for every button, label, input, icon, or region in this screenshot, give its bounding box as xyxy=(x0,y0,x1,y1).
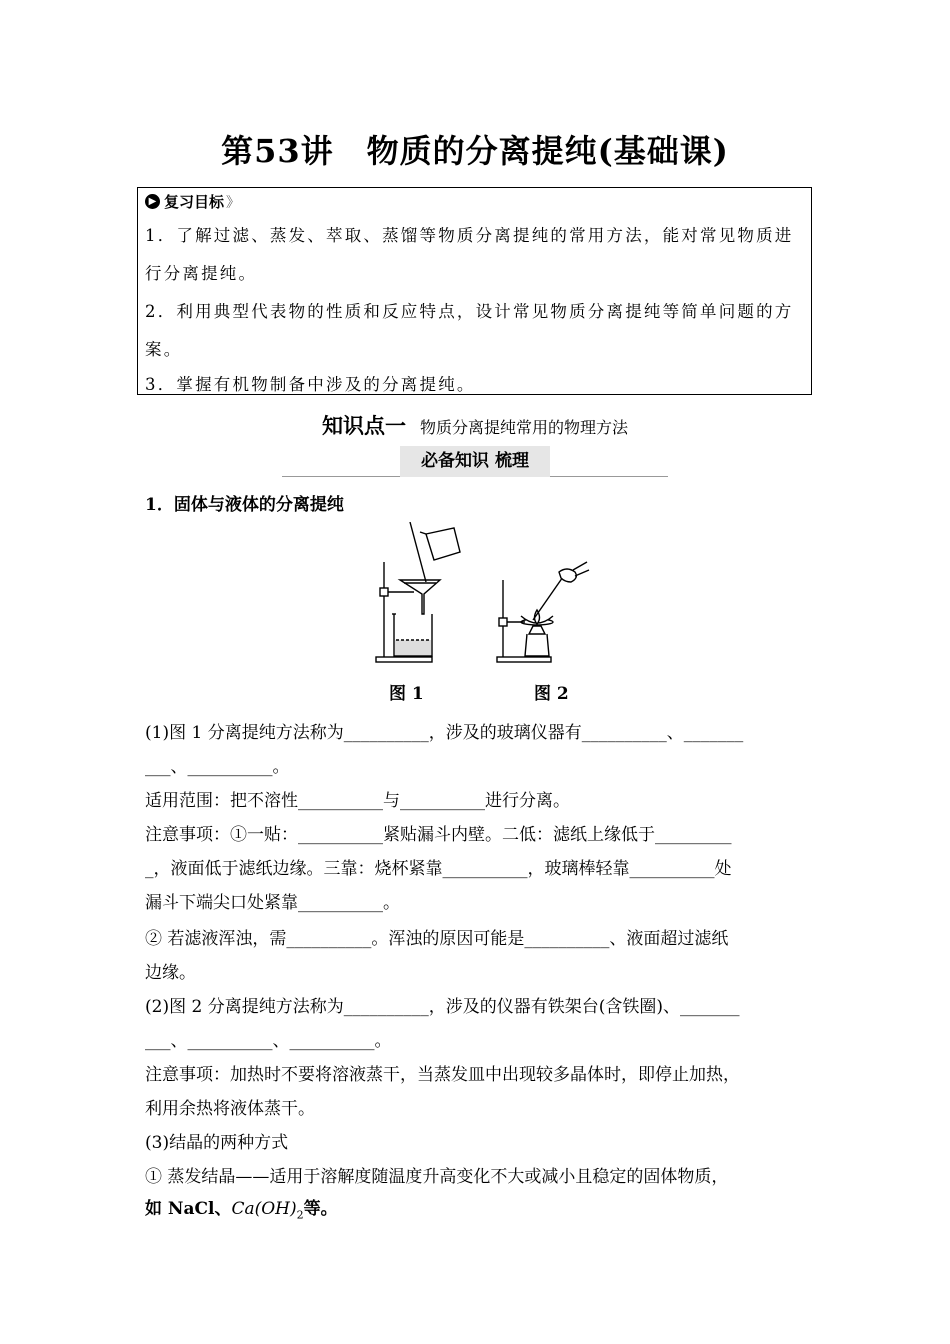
body-line: 边缘。 xyxy=(145,963,196,983)
review-goals-label: 复习目标 xyxy=(164,193,225,211)
body-line: (3)结晶的两种方式 xyxy=(145,1133,289,1153)
figure-1-caption: 图 1 xyxy=(389,684,424,704)
body-line-formula xyxy=(145,1194,338,1221)
goal-line: 3．掌握有机物制备中涉及的分离提纯。 xyxy=(145,375,476,394)
filtration-apparatus xyxy=(376,522,460,662)
body-line: 注意事项：加热时不要将溶液蒸干，当蒸发皿中出现较多晶体时，即停止加热， xyxy=(145,1065,740,1085)
review-goals-header xyxy=(145,191,240,212)
double-chevron-icon: 》 xyxy=(226,194,241,211)
body-line: _，液面低于滤纸边缘。三靠：烧杯紧靠__________，玻璃棒轻靠__________处 xyxy=(145,859,732,879)
body-line: 利用余热将液体蒸干。 xyxy=(145,1099,315,1119)
knowledge-point-heading xyxy=(0,410,950,440)
figure-2-caption: 图 2 xyxy=(534,684,569,704)
body-line: 适用范围：把不溶性__________与__________进行分离。 xyxy=(145,791,570,811)
body-line: ___、__________、__________。 xyxy=(145,1031,392,1051)
body-line: ② 若滤液浑浊，需__________。浑浊的原因可能是__________、液面超过滤纸 xyxy=(145,929,729,949)
body-line: ① 蒸发结晶——适用于溶解度随温度升高变化不大或减小且稳定的固体物质， xyxy=(145,1167,729,1187)
goal-line: 2．利用典型代表物的性质和反应特点，设计常见物质分离提纯等简单问题的方 xyxy=(145,302,794,321)
body-line: ___、__________。 xyxy=(145,757,290,777)
goal-line: 行分离提纯。 xyxy=(145,264,258,283)
knowledge-point-title: 物质分离提纯常用的物理方法 xyxy=(419,418,628,437)
goal-line: 1．了解过滤、蒸发、萃取、蒸馏等物质分离提纯的常用方法，能对常见物质进 xyxy=(145,226,794,245)
body-line: (2)图 2 分离提纯方法称为__________，涉及的仪器有铁架台(含铁圈)、_______ xyxy=(145,997,740,1017)
chemical-formula: Ca(OH) xyxy=(231,1199,297,1219)
section-bar xyxy=(282,446,668,480)
formula-subscript: 2 xyxy=(296,1208,304,1222)
body-line: (1)图 1 分离提纯方法称为__________，涉及的玻璃仪器有__________、_______ xyxy=(145,723,744,743)
body-text: 如 NaCl、 xyxy=(145,1199,232,1219)
goal-line: 案。 xyxy=(145,340,183,359)
body-line: 漏斗下端尖口处紧靠__________。 xyxy=(145,893,400,913)
play-icon: ▶ xyxy=(145,194,160,209)
review-goals-box xyxy=(137,187,812,395)
apparatus-figures xyxy=(370,522,590,667)
heading-solid-liquid: 1．固体与液体的分离提纯 xyxy=(145,495,344,515)
evaporation-apparatus xyxy=(497,562,589,662)
body-line: 注意事项：①一贴：__________紧贴漏斗内壁。二低：滤纸上缘低于_________ xyxy=(145,825,732,845)
page-title: 第53讲 物质的分离提纯(基础课) xyxy=(221,132,729,170)
knowledge-point-label: 知识点一 xyxy=(321,414,406,438)
body-text: 等。 xyxy=(303,1199,338,1219)
section-bar-label: 必备知识 梳理 xyxy=(400,446,550,477)
